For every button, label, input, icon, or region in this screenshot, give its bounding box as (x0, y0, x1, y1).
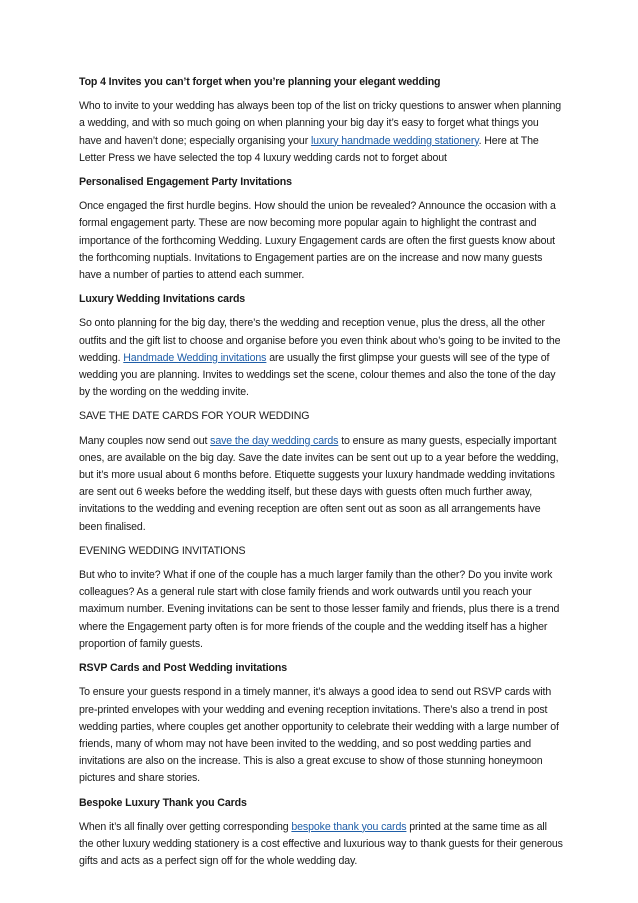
section3-paragraph (79, 433, 563, 536)
section5-heading: RSVP Cards and Post Wedding invitations (79, 662, 288, 675)
section3-heading: SAVE THE DATE CARDS FOR YOUR WEDDING (79, 410, 310, 423)
section2-paragraph (79, 315, 563, 401)
section3-text-before: Many couples now send out (79, 434, 211, 447)
section6-text-after: printed at the same time as all the other luxury wedding stationery is a cost effective and luxurious way to thank guests for their generous gifts and acts as a perfect sign off for the whole wedding day. (79, 820, 563, 868)
section2-text-after: are usually the first glimpse your guests will see of the type of wedding you are planning. Invites to weddings set the scene, colour themes and also the tone of the day by the wording on the wedding invite. (79, 351, 556, 399)
section4-paragraph: But who to invite? What if one of the couple has a much larger family than the other? Do you invite work colleagues? As a general rule start with close family friends and work outwards until you reach your maximum number. Evening invitations can be sent to those lesser family and friends, plus there is a trend where the Engagement party often is for more friends of the couple and the wedding itself has a higher proportion of family guests. (79, 569, 560, 650)
section6-heading: Bespoke Luxury Thank you Cards (79, 796, 247, 809)
section5-paragraph: To ensure your guests respond in a timely manner, it’s always a good idea to send out RSVP cards with pre-printed envelopes with your wedding and evening reception invitations. There’s also a trend in post wedding parties, where couples get another opportunity to celebrate their wedding with a large number of friends, many of whom may not have been invited to the wedding, and so post wedding parties and invitations are also on the increase. This is also a great excuse to show of those stunning honeymoon pictures and share stories. (79, 686, 559, 785)
luxury-stationery-link[interactable]: luxury handmade wedding stationery (310, 134, 479, 147)
thank-you-cards-link[interactable]: bespoke thank you cards (291, 820, 407, 833)
section1-heading: Personalised Engagement Party Invitations (79, 176, 292, 189)
intro-paragraph (79, 98, 563, 167)
handmade-invitations-link[interactable]: Handmade Wedding invitations (123, 351, 267, 364)
section1-paragraph: Once engaged the first hurdle begins. How should the union be revealed? Announce the occasion with a formal engagement party. These are now becoming more popular again to highlight the contrast and importance of the forthcoming Wedding. Luxury Engagement cards are often the first guests know about the forthcoming nuptials. Invitations to Engagement parties are on the increase and now many guests have a number of parties to attend each summer. (79, 200, 556, 282)
section2-text-before: So onto planning for the big day, there’s the wedding and reception venue, plus the dress, all the other outfits and the gift list to choose and organise before you even think about who’s going to be invited to the wedding. (79, 317, 561, 364)
section3-text-after: to ensure as many guests, especially important ones, are available on the big day. Save the date invites can be sent out up to a year before the wedding, but it’s more usual about 6 months before. Etiquette suggests your luxury handmade wedding invitations are sent out 6 weeks before the wedding itself, but these days with guests often much further away, invitations to the wedding and evening reception are often sent out as soon as all arrangements have been finalised. (79, 434, 559, 533)
section4-heading: EVENING WEDDING INVITATIONS (79, 544, 246, 557)
section2-heading: Luxury Wedding Invitations cards (79, 293, 246, 306)
intro-text-before: Who to invite to your wedding has always been top of the list on tricky questions to answer when planning a wedding, and with so much going on when planning your big day it’s easy to forget what things you have and haven’t done; especially organising your (79, 100, 562, 147)
section6-paragraph (79, 819, 563, 871)
document-page (79, 74, 563, 877)
save-the-day-link[interactable]: save the day wedding cards (210, 434, 339, 447)
section6-text-before: When it’s all finally over getting corresponding (79, 820, 292, 833)
intro-text-after: . Here at The Letter Press we have selected the top 4 luxury wedding cards not to forget about (79, 134, 539, 164)
document-title: Top 4 Invites you can’t forget when you’re planning your elegant wedding (79, 76, 441, 88)
